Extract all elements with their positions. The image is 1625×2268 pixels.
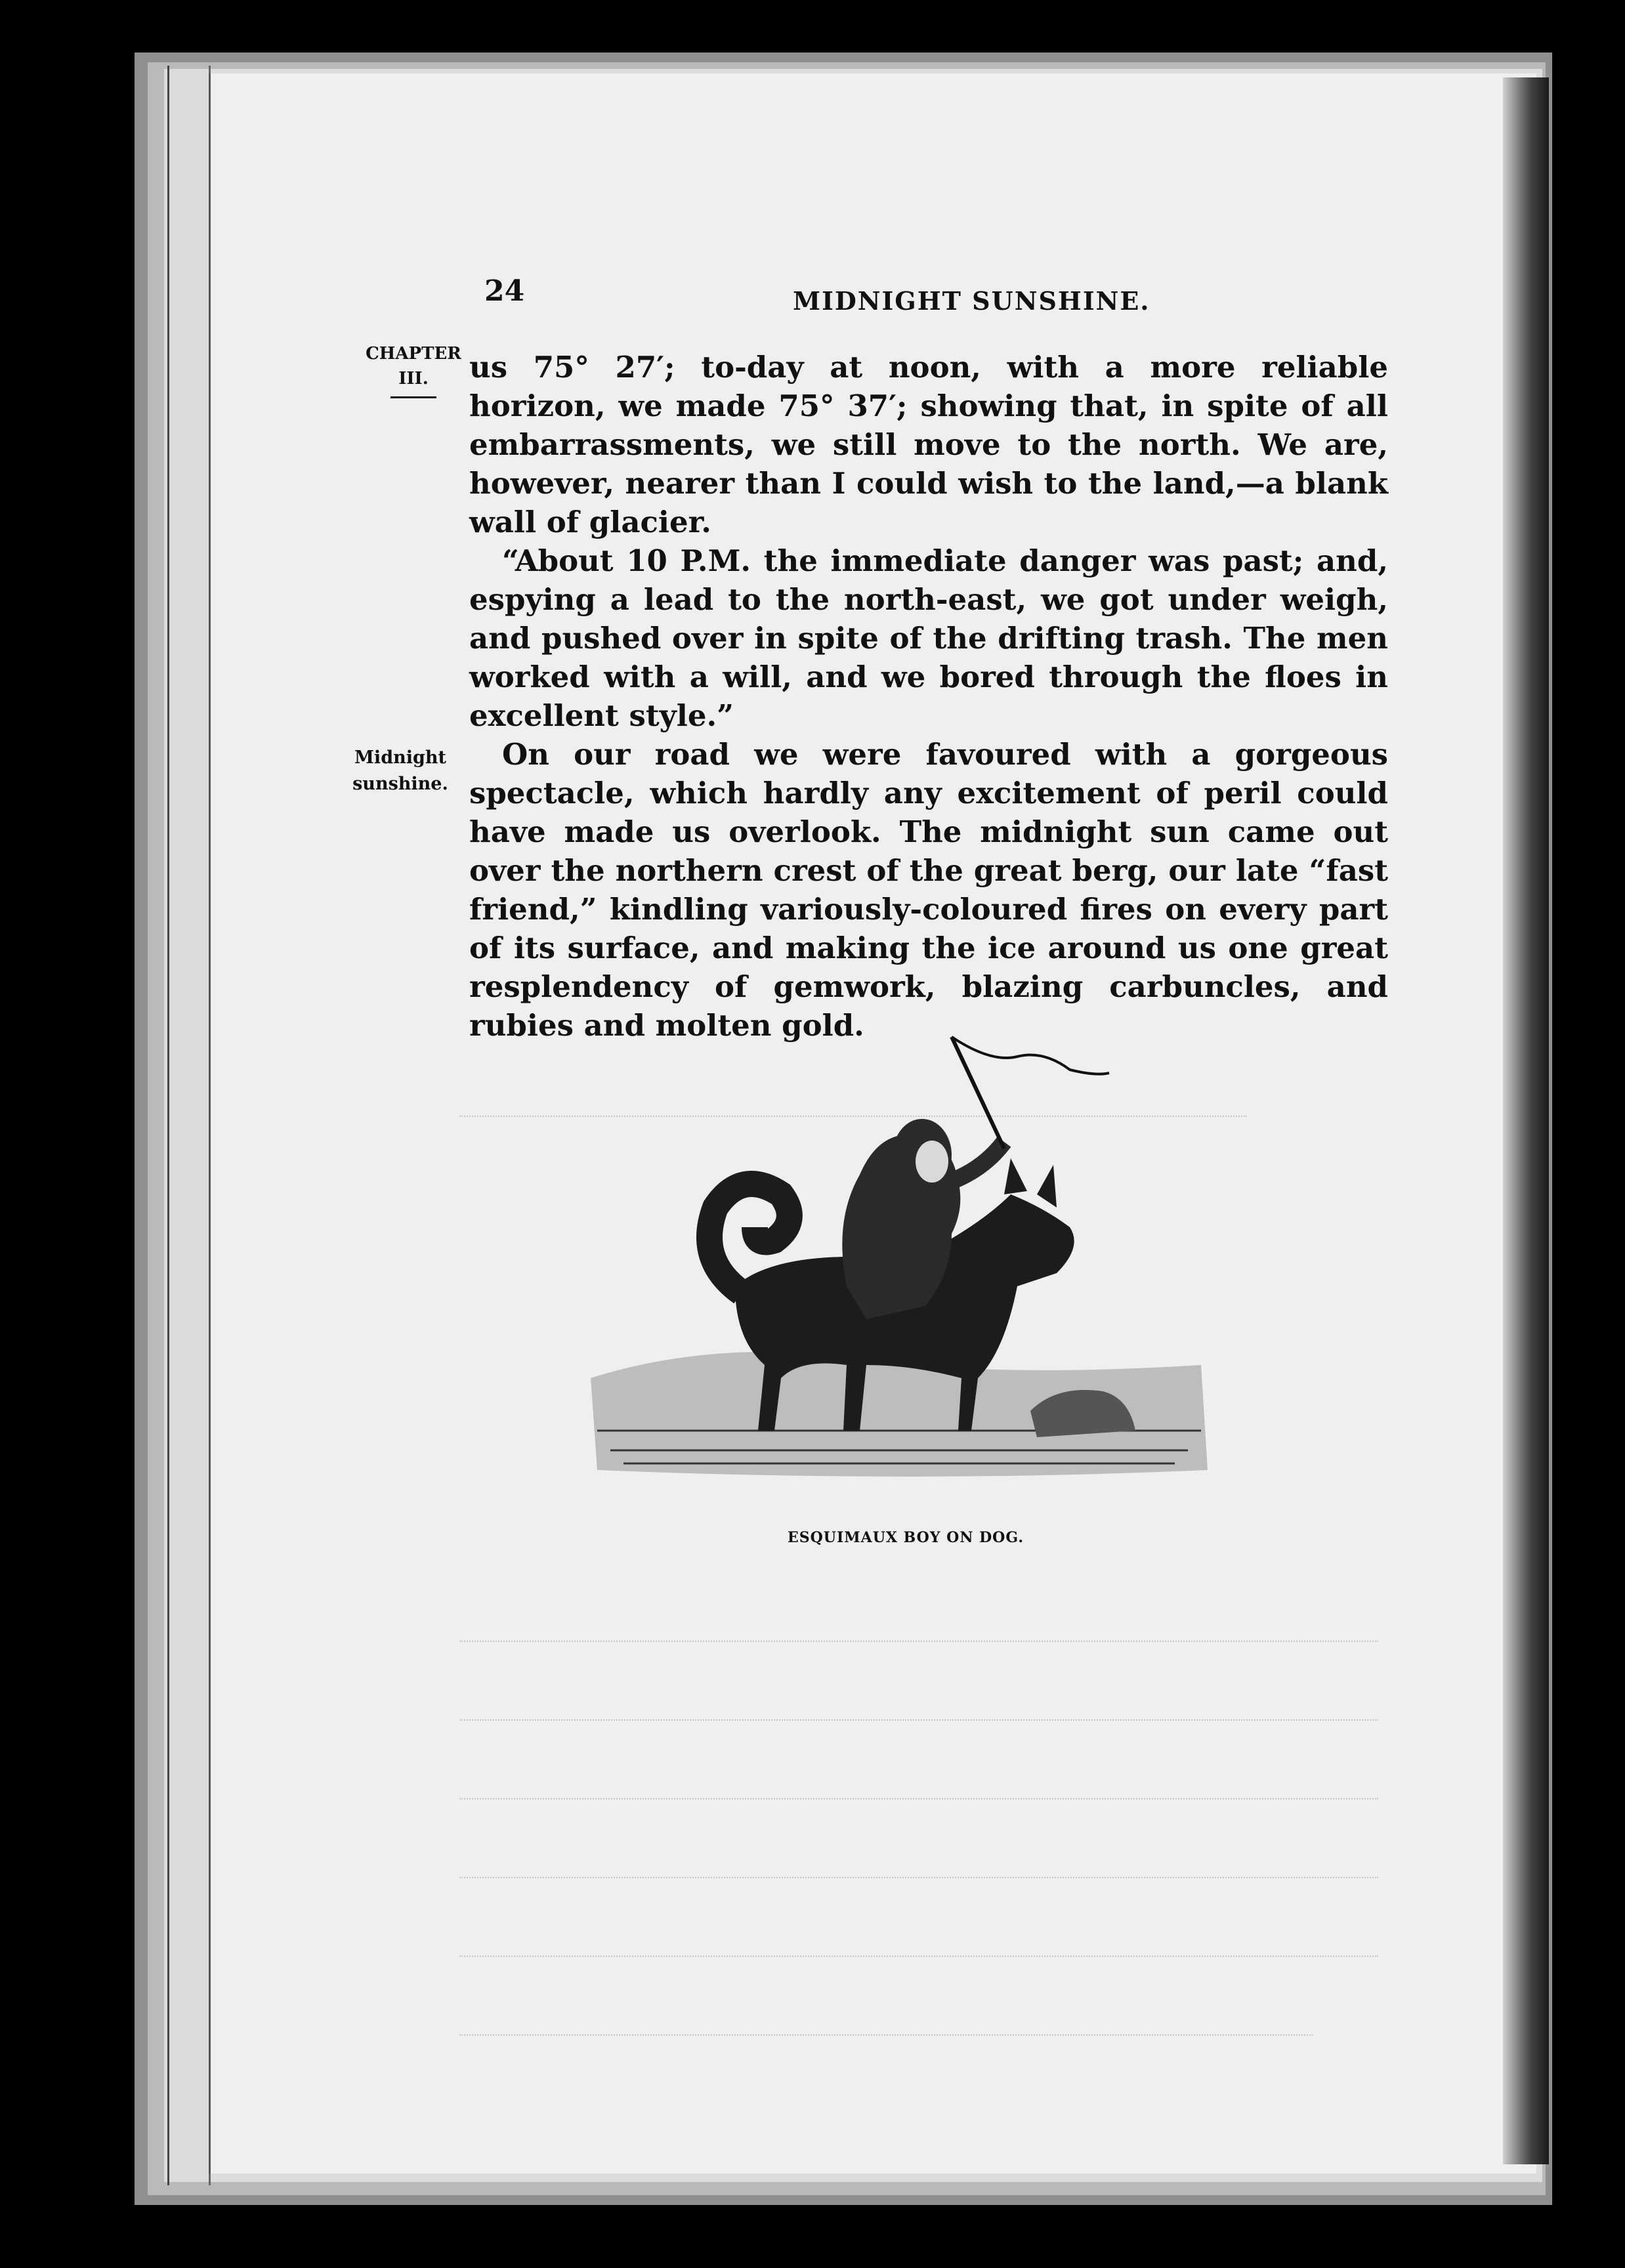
boy-face <box>916 1141 948 1183</box>
bleed-through-line <box>459 1956 1378 1970</box>
page-gutter <box>167 66 211 2185</box>
page-number: 24 <box>484 274 525 308</box>
margin-note <box>341 745 459 797</box>
chapter-label: CHAPTER <box>366 344 461 364</box>
boy-arm <box>952 1142 1004 1181</box>
paragraph: us 75° 27′; to-day at noon, with a more reliable horizon, we made 75° 37′; showing that, in spite of all embarrassments, we still move to the north. We are, however, nearer than I could wish to the land,—a blank wall of glacier. <box>469 350 1388 539</box>
margin-note-line2: sunshine. <box>352 774 448 794</box>
body-text <box>469 348 1388 1045</box>
bleed-through-line <box>459 1719 1378 1734</box>
figure-caption: ESQUIMAUX BOY ON DOG. <box>787 1529 1024 1546</box>
chapter-number: III. <box>398 369 429 388</box>
running-head: MIDNIGHT SUNSHINE. <box>793 286 1150 316</box>
margin-note-line1: Midnight <box>354 747 446 768</box>
page-curl-shadow <box>1503 77 1549 2164</box>
paragraph: On our road we were favoured with a gorgeous spectacle, which hardly any excitement of peril could have made us overlook. The midnight sun came out over the northern crest of the great berg, our late “fast friend,” kindling variously-coloured fires on every part of its surface, and making the ice around us one great resplendency of gemwork, blazing carbuncles, and rubies and molten gold. <box>469 737 1388 1043</box>
bleed-through-line <box>459 2034 1313 2049</box>
bleed-through-line <box>459 1877 1378 1891</box>
bleed-through-line <box>459 1798 1378 1813</box>
margin-chapter-label <box>358 341 469 398</box>
bleed-through-line <box>459 1641 1378 1655</box>
chapter-rule <box>390 396 436 398</box>
paragraph: “About 10 P.M. the immediate danger was past; and, espying a lead to the north-east, we got under weigh, and pushed over in spite of the drifting trash. The men worked with a will, and we bored through the floes in excellent style.” <box>469 543 1388 733</box>
whip-lash <box>952 1037 1109 1074</box>
engraving-boy-on-dog <box>584 1011 1214 1529</box>
whip-stick <box>952 1037 1004 1148</box>
